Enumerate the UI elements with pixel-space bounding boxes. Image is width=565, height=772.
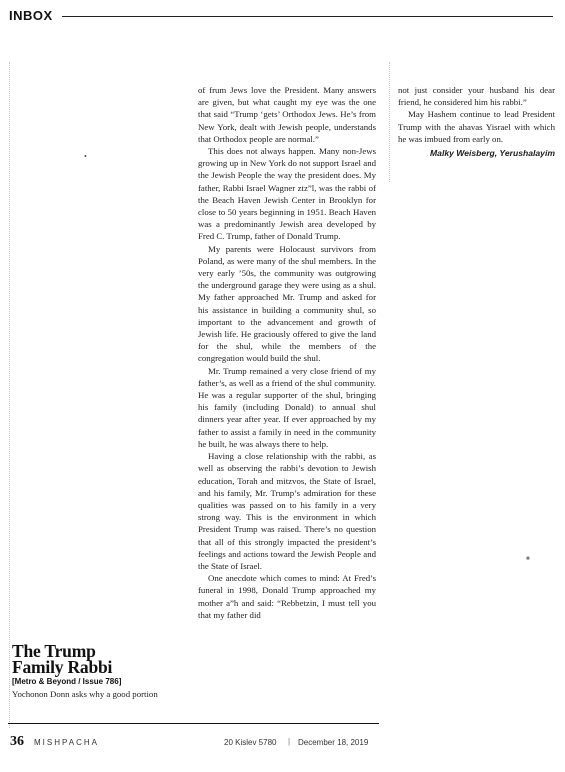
letter-title-line: The Trump	[12, 641, 96, 661]
letter-paragraph: Mr. Trump remained a very close friend of my father’s, as well as a friend of the shul community. He was a regular supporter of the shul, bringing his family (including Donald) to annual shul dinners year after year. If ever approached by my father to assist a family in need in the community he built, he was always there to help.	[198, 365, 376, 449]
letter-paragraph: This does not always happen. Many non-Jews growing up in New York do not support Israel and the Jewish People the way the president does. My father, Rabbi Israel Wagner ztz”l, was the rabbi of the Beach Haven Jewish Center in Brooklyn for close to 50 years beginning in 1951. Beach Haven was a predominantly Jewish area developed by Fred C. Trump, father of Donald Trump.	[198, 146, 376, 242]
gregorian-date: December 18, 2019	[298, 738, 369, 747]
letter-paragraph: May Hashem continue to lead President Trump with the ahavas Yisrael with which he was imbued from early on.	[398, 109, 555, 144]
print-mark: ■	[526, 556, 530, 562]
bottom-rule	[8, 723, 379, 724]
letter-signoff: Malky Weisberg, Yerushalayim	[430, 148, 555, 159]
letter-paragraph: of frum Jews love the President. Many answers are given, but what caught my eye was the one that said “Trump ‘gets’ Orthodox Jews. He’s from New York, dealt with Jewish people, understands that Orthodox people are normal.”	[198, 85, 376, 144]
letter-paragraph: My parents were Holocaust survivors from Poland, as were many of the shul members. In the very early ’50s, the community was outgrowing the underground garage they were using as a shul. My father approached Mr. Trump and asked for his assistance in building a community shul, so important to the advancement and growth of Jewish life. He graciously offered to give the land for the shul, while the members of the congregation would build the shul.	[198, 243, 376, 364]
letter-body-middle-column	[198, 84, 376, 621]
letter-body-right-column	[398, 84, 555, 159]
issue-reference: [Metro & Beyond / Issue 786]	[12, 677, 122, 686]
hebrew-date: 20 Kislev 5780	[224, 738, 277, 747]
letter-paragraph: One anecdote which comes to mind: At Fred’s funeral in 1998, Donald Trump approached my mother a”h and said: “Rebbetzin, I must tell you that my father did	[198, 573, 376, 620]
date-separator: |	[288, 737, 291, 746]
letter-title-line: Family Rabbi	[12, 656, 113, 677]
column-divider	[9, 62, 10, 728]
section-label: INBOX	[9, 8, 53, 23]
page-footer	[0, 734, 565, 754]
header-rule	[62, 16, 553, 17]
letter-standfirst: Yochonon Donn asks why a good portion	[12, 689, 158, 699]
column-divider	[389, 62, 390, 182]
page-header	[0, 0, 565, 40]
letter-paragraph: Having a close relationship with the rabbi, as well as observing the rabbi’s devotion to Jewish education, Torah and mitzvos, the State of Israel, and his family, Mr. Trump’s admiration for these qualities was passed on to his family in a very strong way. This is the environment in which President Trump was raised. There’s no question that all of this strongly impacted the president’s feelings and actions toward the Jewish People and the State of Israel.	[198, 451, 376, 571]
letter-paragraph: not just consider your husband his dear friend, he considered him his rabbi.”	[398, 85, 555, 108]
magazine-brand: MISHPACHA	[34, 738, 99, 747]
print-mark: •	[84, 152, 87, 161]
page-number: 36	[10, 734, 24, 749]
letter-title	[12, 641, 113, 677]
